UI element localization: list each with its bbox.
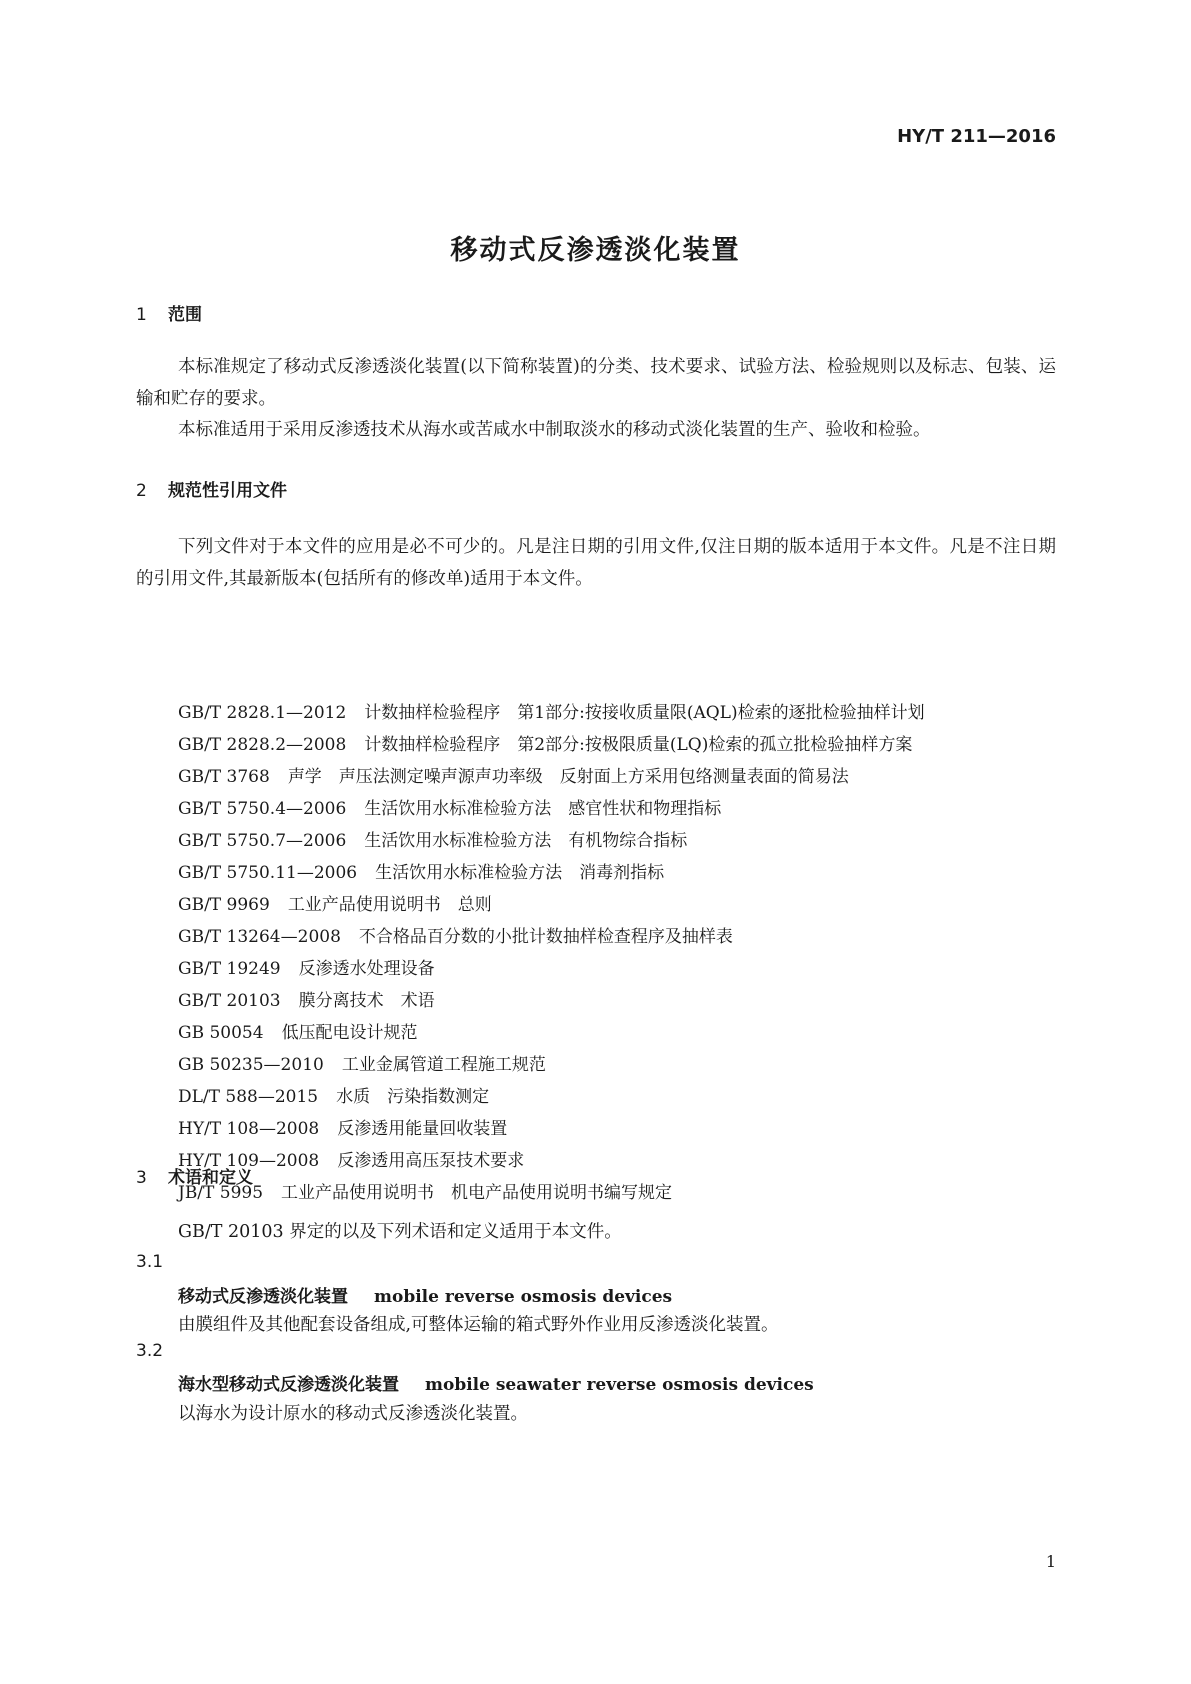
reference-code: GB/T 9969 [178, 895, 270, 915]
reference-item [136, 729, 1056, 761]
section-heading-scope [136, 300, 202, 325]
reference-item [136, 921, 1056, 953]
reference-item [136, 697, 1056, 729]
term-heading [178, 1370, 814, 1395]
reference-title: 工业金属管道工程施工规范 [341, 1055, 546, 1075]
reference-title: 不合格品百分数的小批计数抽样检查程序及抽样表 [358, 927, 733, 947]
reference-code: DL/T 588—2015 [178, 1087, 319, 1107]
reference-code: GB/T 2828.2—2008 [178, 735, 347, 755]
term-number: 3.1 [136, 1252, 164, 1272]
section-title: 规范性引用文件 [168, 481, 287, 501]
section-number: 2 [136, 481, 147, 501]
reference-item [136, 857, 1056, 889]
reference-code: GB/T 13264—2008 [178, 927, 341, 947]
reference-item [136, 1017, 1056, 1049]
reference-code: GB/T 5750.11—2006 [178, 863, 358, 883]
reference-title: 生活饮用水标准检验方法 消毒剂指标 [375, 863, 665, 883]
reference-item [136, 953, 1056, 985]
reference-item [136, 825, 1056, 857]
reference-code: GB/T 19249 [178, 959, 281, 979]
term-number: 3.2 [136, 1341, 164, 1361]
term-definition: 由膜组件及其他配套设备组成,可整体运输的箱式野外作业用反渗透淡化装置。 [178, 1315, 779, 1335]
reference-title: 低压配电设计规范 [281, 1023, 418, 1043]
reference-code: GB/T 3768 [178, 767, 270, 787]
reference-code: GB/T 5750.7—2006 [178, 831, 347, 851]
reference-item [136, 1081, 1056, 1113]
reference-code: GB/T 2828.1—2012 [178, 703, 347, 723]
reference-title: 反渗透用能量回收装置 [337, 1119, 508, 1139]
section-title: 范围 [168, 305, 202, 325]
reference-code: GB 50054 [178, 1023, 264, 1043]
reference-title: 工业产品使用说明书 机电产品使用说明书编写规定 [281, 1183, 673, 1203]
reference-title: 工业产品使用说明书 总则 [287, 895, 492, 915]
reference-item [136, 889, 1056, 921]
scope-paragraph-1: 本标准规定了移动式反渗透淡化装置(以下简称装置)的分类、技术要求、试验方法、检验规则以及标志、包装、运输和贮存的要求。 [136, 357, 1056, 409]
reference-code: JB/T 5995 [178, 1183, 264, 1203]
reference-code: HY/T 109—2008 [178, 1151, 320, 1171]
reference-item [136, 793, 1056, 825]
section-number: 3 [136, 1168, 147, 1188]
term-english: mobile seawater reverse osmosis devices [425, 1375, 814, 1395]
reference-title: 反渗透用高压泵技术要求 [337, 1151, 525, 1171]
reference-item [136, 1113, 1056, 1145]
term-heading [178, 1282, 672, 1307]
section-number: 1 [136, 305, 147, 325]
references-intro: 下列文件对于本文件的应用是必不可少的。凡是注日期的引用文件,仅注日期的版本适用于本文件。凡是不注日期的引用文件,其最新版本(包括所有的修改单)适用于本文件。 [136, 537, 1056, 589]
reference-code: GB/T 5750.4—2006 [178, 799, 347, 819]
reference-item [136, 1177, 1056, 1209]
reference-list [136, 697, 1056, 1209]
reference-title: 反渗透水处理设备 [298, 959, 435, 979]
term-chinese: 海水型移动式反渗透淡化装置 [178, 1375, 399, 1395]
reference-code: HY/T 108—2008 [178, 1119, 320, 1139]
standard-code: HY/T 211—2016 [897, 126, 1056, 147]
reference-title: 计数抽样检验程序 第2部分:按极限质量(LQ)检索的孤立批检验抽样方案 [364, 735, 913, 755]
section-heading-normative-references [136, 476, 287, 501]
reference-title: 声学 声压法测定噪声源声功率级 反射面上方采用包络测量表面的简易法 [287, 767, 849, 787]
reference-title: 计数抽样检验程序 第1部分:按接收质量限(AQL)检索的逐批检验抽样计划 [364, 703, 925, 723]
section-heading-terms [136, 1163, 253, 1188]
reference-item [136, 1145, 1056, 1177]
reference-item [136, 985, 1056, 1017]
term-chinese: 移动式反渗透淡化装置 [178, 1287, 348, 1307]
reference-item [136, 1049, 1056, 1081]
reference-title: 膜分离技术 术语 [298, 991, 435, 1011]
terms-intro: GB/T 20103 界定的以及下列术语和定义适用于本文件。 [178, 1222, 622, 1242]
reference-item [136, 761, 1056, 793]
section-title: 术语和定义 [168, 1168, 253, 1188]
reference-title: 水质 污染指数测定 [336, 1087, 490, 1107]
scope-paragraph-2: 本标准适用于采用反渗透技术从海水或苦咸水中制取淡水的移动式淡化装置的生产、验收和检验。 [178, 420, 931, 440]
reference-code: GB 50235—2010 [178, 1055, 324, 1075]
reference-title: 生活饮用水标准检验方法 感官性状和物理指标 [364, 799, 722, 819]
page-number: 1 [1045, 1552, 1056, 1571]
term-english: mobile reverse osmosis devices [374, 1287, 673, 1307]
term-definition: 以海水为设计原水的移动式反渗透淡化装置。 [178, 1404, 528, 1424]
document-title: 移动式反渗透淡化装置 [450, 235, 741, 266]
reference-title: 生活饮用水标准检验方法 有机物综合指标 [364, 831, 688, 851]
reference-code: GB/T 20103 [178, 991, 281, 1011]
